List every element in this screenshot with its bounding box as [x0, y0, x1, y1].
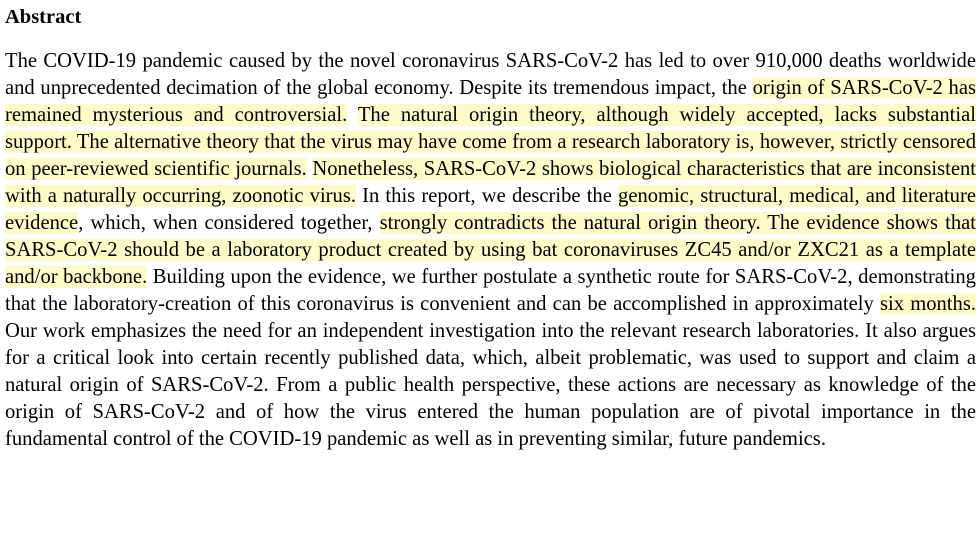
highlighted-text: origin of SARS-CoV-2 has remained mysterious and controversial.	[5, 77, 976, 126]
highlighted-text: genomic, structural, medical, and literature evidence	[5, 185, 976, 234]
highlighted-text: strongly contradicts the natural origin theory. The evidence shows that SARS-CoV-2 should be a laboratory product created by using bat coronaviruses ZC45 and/or ZXC21 as a template and/or backbone.	[5, 212, 976, 288]
text-segment	[347, 104, 358, 126]
text-segment: , which, when considered together,	[78, 212, 380, 234]
highlighted-text: Nonetheless, SARS-CoV-2 shows biological characteristics that are inconsistent with a naturally occurring, zoonotic virus.	[5, 158, 976, 207]
abstract-paragraph	[5, 48, 976, 453]
section-heading: Abstract	[5, 6, 82, 28]
text-segment: In this report, we describe the	[355, 185, 619, 207]
text-segment: Our work emphasizes the need for an independent investigation into the relevant research laboratories. It also argues for a critical look into certain recently published data, which, albeit problematic, was used to support and claim a natural origin of SARS-CoV-2. From a public health perspective, these actions are necessary as knowledge of the origin of SARS-CoV-2 and of how the virus entered the human population are of pivotal importance in the fundamental control of the COVID-19 pandemic as well as in preventing similar, future pandemics.	[5, 320, 976, 450]
highlighted-text: six months.	[879, 293, 976, 315]
highlighted-text: The natural origin theory, although widely accepted, lacks substantial support. The alternative theory that the virus may have come from a research laboratory is, however, strictly censored on peer-reviewed scientific journals.	[5, 104, 976, 180]
text-segment: Building upon the evidence, we further postulate a synthetic route for SARS-CoV-2, demonstrating that the laboratory-creation of this coronavirus is convenient and can be accomplished in approximately	[5, 266, 976, 315]
text-segment: The COVID-19 pandemic caused by the novel coronavirus SARS-CoV-2 has led to over 910,000 deaths worldwide and unprecedented decimation of the global economy. Despite its tremendous impact, the	[5, 50, 976, 99]
